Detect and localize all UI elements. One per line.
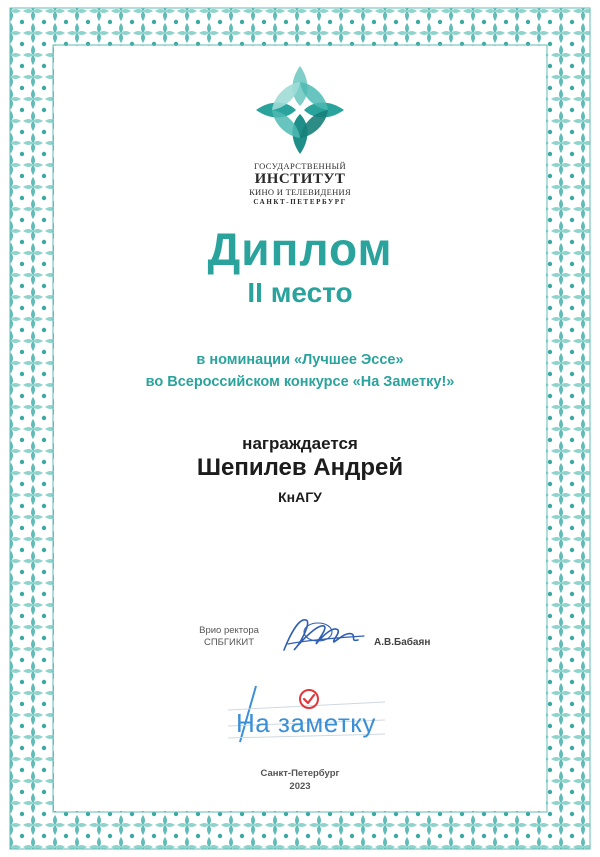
nomination-line-1: в номинации «Лучшее Эссе» — [196, 352, 404, 368]
nomination-text — [0, 349, 600, 393]
nomination-line-2: во Всероссийском конкурсе «На Заметку!» — [145, 374, 455, 390]
signatory-name: А.В.Бабаян — [374, 637, 431, 648]
signatory-role-line-2: СПБГИКИТ — [203, 637, 255, 648]
institute-line-2: ИНСТИТУТ — [254, 171, 346, 187]
footer-city: Санкт-Петербург — [260, 768, 340, 779]
handwritten-signature — [278, 610, 368, 660]
signatory-role — [184, 625, 274, 649]
four-petal-emblem-icon — [252, 62, 348, 158]
awarded-label: награждается — [242, 434, 358, 453]
institute-line-4: САНКТ-ПЕТЕРБУРГ — [253, 198, 347, 206]
diploma-title: Диплом — [207, 223, 393, 275]
institute-line-3: КИНО И ТЕЛЕВИДЕНИЯ — [249, 187, 351, 197]
recipient-organization: КнАГУ — [278, 489, 322, 505]
recipient-name: Шепилев Андрей — [196, 454, 404, 481]
footer-year: 2023 — [289, 781, 311, 792]
diploma-place: II место — [247, 277, 353, 308]
check-circle-icon — [298, 688, 320, 710]
signatory-role-line-1: Врио ректора — [199, 625, 259, 636]
institute-line-1: ГОСУДАРСТВЕННЫЙ — [254, 161, 346, 171]
brand-text: На заметку — [236, 708, 376, 738]
